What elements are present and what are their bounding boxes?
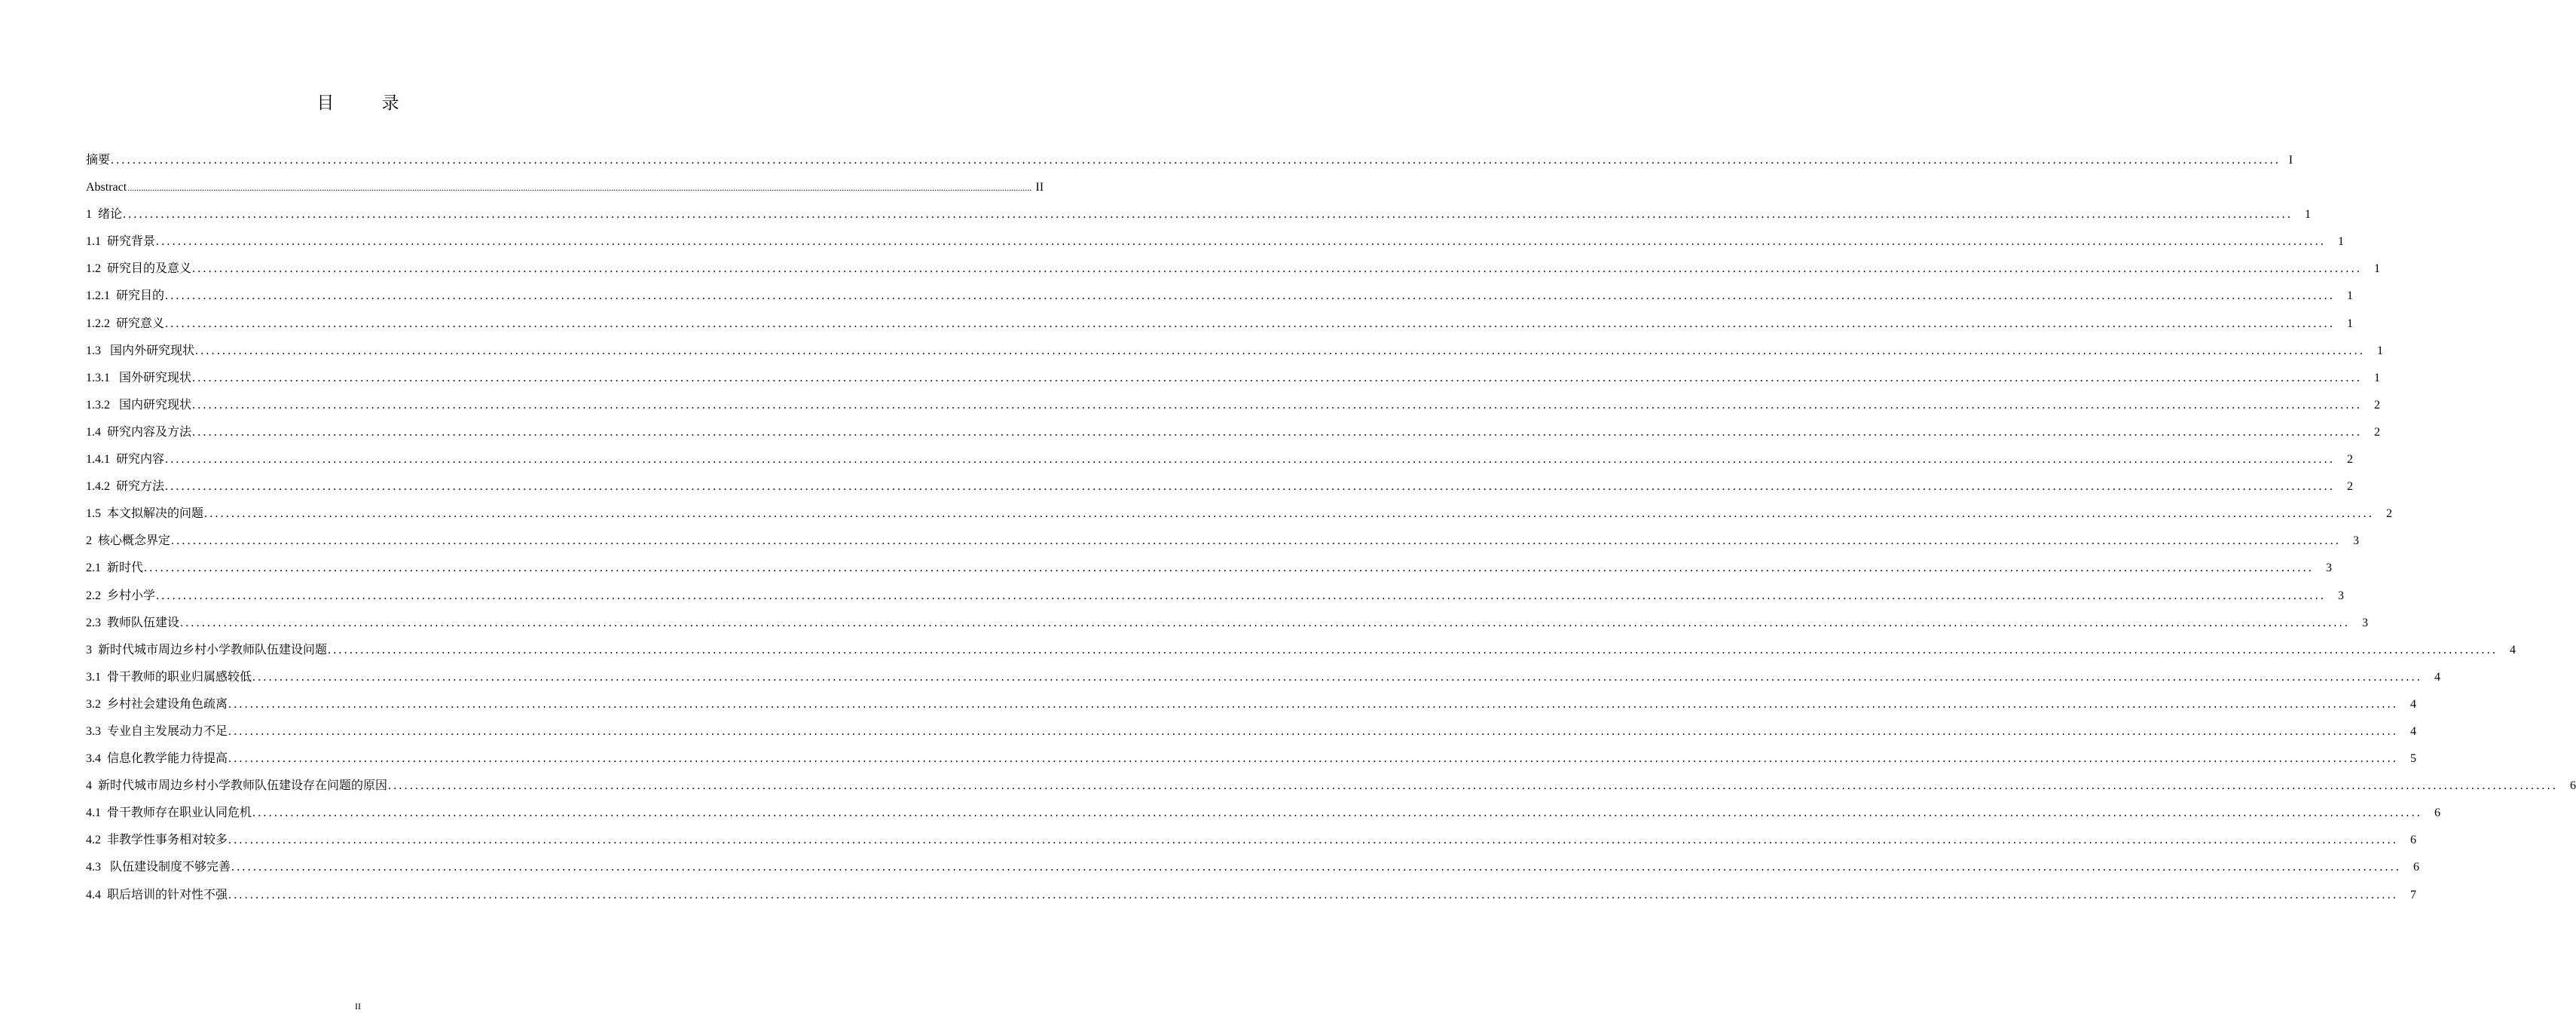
toc-leader-dots: ................................................................................................................................................................................................................................................................................................................................................................................................................ [180,616,2351,629]
toc-entry-page: 4 [2410,724,2417,738]
toc-leader-dots: ................................................................................................................................................................................................................................................................................................................................................................................................................ [204,507,2375,521]
toc-entry[interactable] [86,614,2369,641]
toc-entry-label: 1.5 本文拟解决的问题 [86,507,204,521]
toc-entry-page: 2 [2347,480,2354,494]
page-number-footer: II [355,1001,361,1011]
toc-entry[interactable] [86,831,2417,858]
toc-entry[interactable] [86,586,2345,614]
toc-leader-dots: ................................................................................................................................................................................................................................................................................................................................................................................................................ [192,262,2363,276]
toc-entry[interactable] [86,423,2381,450]
toc-entry-label: 2.2 乡村小学 [86,589,156,602]
toc-leader-dots: ................................................................................................................................................................................................................................................................................................................................................................................................................ [156,589,2327,602]
toc-entry-label: 4 新时代城市周边乡村小学教师队伍建设存在问题的原因 [86,779,388,793]
toc-leader-dots: ................................................................................................................................................................................................................................................................................................................................................................................................................ [165,480,2336,494]
toc-entry-page: 1 [2374,371,2381,384]
toc-entry[interactable] [86,286,2354,314]
toc-leader-dots: ................................................................................................................................................................................................................................................................................................................................................................................................................ [252,806,2423,820]
toc-entry-page: 1 [2338,235,2345,249]
toc-entry-label: 1.4.1 研究内容 [86,453,165,467]
toc-leader-dots: ................................................................................................................................................................................................................................................................................................................................................................................................................ [165,289,2336,303]
toc-entry-label: 3.1 骨干教师的职业归属感较低 [86,670,252,684]
toc-leader-dots: ................................................................................................................................................................................................................................................................................................................................................................................................................ [171,534,2342,548]
toc-leader-dots: ................................................................................................................................................................................................................................................................................................................................................................................................................ [328,643,2498,656]
toc-entry-page: 3 [2338,589,2345,602]
toc-entry-page: 4 [2410,697,2417,711]
toc-entry-page: 2 [2386,507,2393,521]
toc-entry[interactable] [86,178,1044,205]
toc-leader-dots: ................................................................................................................................................................................................................................................................................................................................................................................................................ [228,834,2399,847]
toc-entry-label: 1.1 研究背景 [86,235,156,249]
toc-entry-label: 摘要 [86,154,111,167]
toc-leader-dots: ................................................................................................................................................................................................................................................................................................................................................................................................................ [156,235,2327,249]
toc-entry-page: I [2288,154,2293,167]
toc-entry-label: 3.3 专业自主发展动力不足 [86,724,228,738]
toc-entry[interactable] [86,341,2384,369]
toc-entry[interactable] [86,396,2381,423]
toc-entry-label: 3 新时代城市周边乡村小学教师队伍建设问题 [86,643,328,656]
toc-entry-page: 2 [2374,425,2381,439]
toc-entry-page: 2 [2347,453,2354,467]
toc-entry-page: 3 [2353,534,2360,548]
toc-entry-label: 4.1 骨干教师存在职业认同危机 [86,806,252,820]
toc-entry-page: 1 [2374,262,2381,276]
toc-leader-dots: ................................................................................................................................................................................................................................................................................................................................................................................................................ [228,724,2399,738]
toc-leader-dots: ................................................................................................................................................................................................................................................................................................................................................................................................................ [123,208,2293,222]
toc-entry[interactable] [86,695,2417,722]
toc-leader-dots: ................................................................................................................................................................................................................................................................................................................................................................................................................ [192,371,2363,384]
toc-entry-label: 4.2 非教学性事务相对较多 [86,834,228,847]
toc-entry-label: 4.3 队伍建设制度不够完善 [86,861,231,874]
toc-entry-page: 3 [2362,616,2369,629]
toc-entry[interactable] [86,232,2345,259]
toc-entry-label: 3.2 乡村社会建设角色疏离 [86,697,228,711]
toc-leader-dots: ................................................................................................................................................................................................................................................................................................................................................................................................................ [195,344,2366,357]
toc-entry-page: 1 [2347,289,2354,303]
toc-entry[interactable] [86,504,2393,531]
toc-leader-dots: ................................................................................................................................................................................................................................................................................................................................................................................................................ [231,861,2402,874]
toc-entry-page: II [1035,181,1044,194]
toc-entry[interactable] [86,668,2441,695]
toc-leader-dots: ................................................................................................................................................................................................................................................................................................................................................................................................................ [228,697,2399,711]
toc-entry[interactable] [86,858,2420,885]
toc-entry-label: 3.4 信息化教学能力待提高 [86,752,228,766]
toc-entry[interactable] [86,886,2417,913]
toc-entry-label: 1.2.1 研究目的 [86,289,165,303]
toc-entry-page: 6 [2570,779,2576,793]
toc-entry[interactable] [86,205,2312,232]
toc-leader-dots: ................................................................................................................................................................................................................................................................................................................................................................................................................ [165,453,2336,467]
toc-entry[interactable] [86,559,2333,586]
toc-entry-label: 1 绪论 [86,208,123,222]
toc-entry-page: 1 [2347,317,2354,330]
toc-entry[interactable] [86,314,2354,341]
toc-entry-label: 4.4 职后培训的针对性不强 [86,888,228,901]
toc-entry-page: 1 [2377,344,2384,357]
toc-entry[interactable] [86,722,2417,749]
toc-entry-page: 6 [2434,806,2441,820]
toc-entry-page: 6 [2413,861,2420,874]
toc-entry-page: 5 [2410,752,2417,766]
toc-leader-dots: ................................................................................................................................................................................................................................................................................................................................................................................................................ [252,670,2423,684]
toc-leader-dots: ................................................................................................................................................................................................................................................................................................................................................................................................................ [111,154,2281,167]
toc-leader-dots: ................................................................................................................................................................................................................................................................................................................................................................................................................ [228,888,2399,901]
toc-entry-label: 1.2.2 研究意义 [86,317,165,330]
toc-entry[interactable] [86,450,2354,477]
toc-entry[interactable] [86,369,2381,396]
toc-entry[interactable] [86,531,2360,559]
toc-entry[interactable] [86,477,2354,504]
toc-entry[interactable] [86,803,2441,831]
toc-entry[interactable] [86,749,2417,776]
toc-entry-label: 2.3 教师队伍建设 [86,616,180,629]
toc-entry-page: 2 [2374,398,2381,412]
toc-leader-dots: ................................................................................................................................................................................................................................................................................................................................................................................................................ [144,562,2315,575]
toc-entry-page: 4 [2434,670,2441,684]
toc-entry-page: 4 [2510,643,2516,656]
toc-title: 目 录 [316,93,420,113]
toc-entry[interactable] [86,151,2293,178]
toc-leader-dots: ................................................................................................................................................................................................................................................................................................................................................................................................................ [127,182,1032,194]
toc-entry-page: 7 [2410,888,2417,901]
toc-entry-label: 2.1 新时代 [86,562,144,575]
toc-leader-dots: ................................................................................................................................................................................................................................................................................................................................................................................................................ [192,425,2363,439]
toc-entry-label: 1.2 研究目的及意义 [86,262,192,276]
toc-leader-dots: ................................................................................................................................................................................................................................................................................................................................................................................................................ [228,752,2399,766]
toc-entry-page: 3 [2326,562,2333,575]
toc-entry-label: 1.3.2 国内研究现状 [86,398,192,412]
toc-leader-dots: ................................................................................................................................................................................................................................................................................................................................................................................................................ [388,779,2559,793]
toc-entry-label: 2 核心概念界定 [86,534,171,548]
toc-entry-page: 1 [2305,208,2312,222]
toc-entry-label: 1.4 研究内容及方法 [86,425,192,439]
toc-entry-label: 1.3 国内外研究现状 [86,344,195,357]
toc-entry[interactable] [86,776,2576,803]
toc-entry-label: 1.3.1 国外研究现状 [86,371,192,384]
table-of-contents [86,151,2576,913]
toc-entry[interactable] [86,641,2516,668]
toc-leader-dots: ................................................................................................................................................................................................................................................................................................................................................................................................................ [165,317,2336,330]
toc-entry[interactable] [86,259,2381,286]
toc-entry-page: 6 [2410,834,2417,847]
toc-entry-label: 1.4.2 研究方法 [86,480,165,494]
toc-leader-dots: ................................................................................................................................................................................................................................................................................................................................................................................................................ [192,398,2363,412]
toc-entry-label: Abstract [86,181,127,194]
